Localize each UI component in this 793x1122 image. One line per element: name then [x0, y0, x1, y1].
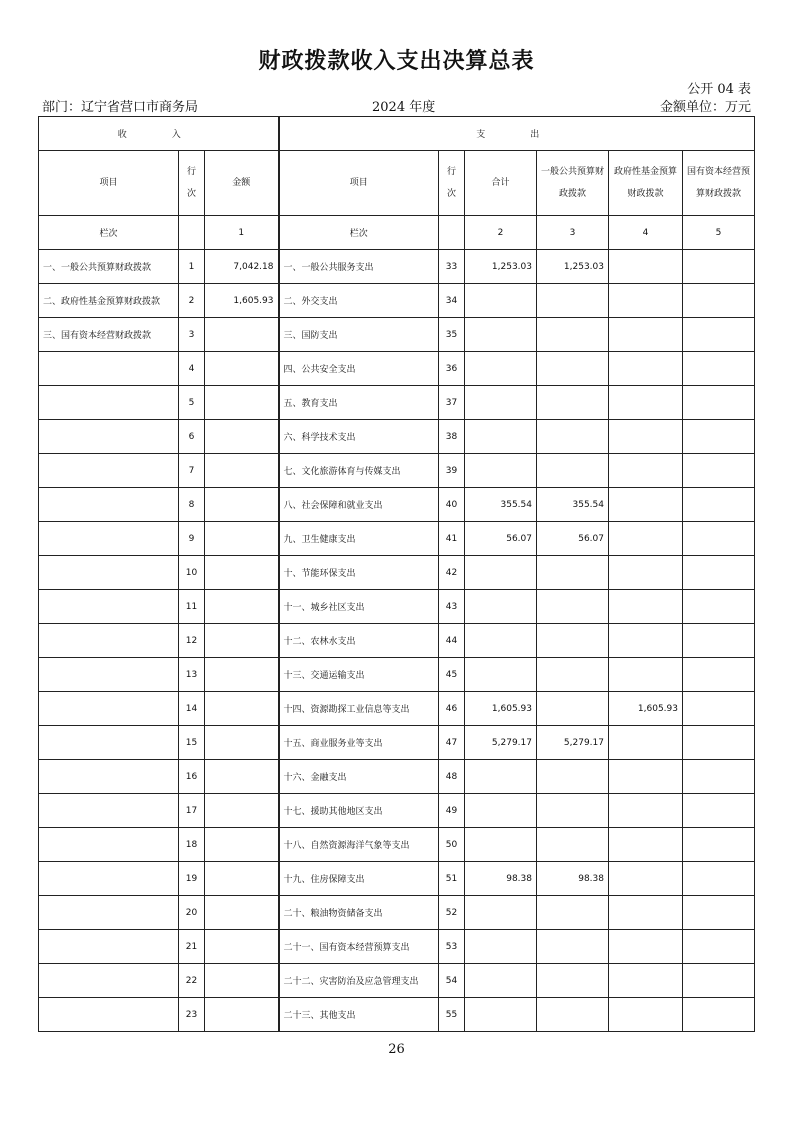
expense-item-cell: 十二、农林水支出 — [279, 624, 439, 658]
income-item-cell — [39, 930, 179, 964]
expense-item-cell: 七、文化旅游体育与传媒支出 — [279, 454, 439, 488]
general-cell — [537, 590, 609, 624]
col-number-2: 2 — [465, 216, 537, 250]
amount-unit: 金额单位：万元 — [659, 100, 751, 115]
total-cell — [465, 386, 537, 420]
income-item-cell — [39, 998, 179, 1032]
income-line-cell: 6 — [179, 420, 205, 454]
capital-cell — [683, 896, 755, 930]
income-line-cell: 1 — [179, 250, 205, 284]
fund-cell — [609, 726, 683, 760]
income-item-cell — [39, 624, 179, 658]
col-number-5: 5 — [683, 216, 755, 250]
income-amount-cell — [205, 522, 279, 556]
income-amount-cell: 7,042.18 — [205, 250, 279, 284]
income-amount-cell — [205, 794, 279, 828]
table-row — [39, 454, 755, 488]
fund-cell — [609, 930, 683, 964]
expense-item-cell: 十、节能环保支出 — [279, 556, 439, 590]
expense-line-cell: 44 — [439, 624, 465, 658]
col-number-exp-label: 栏次 — [279, 216, 439, 250]
general-cell: 5,279.17 — [537, 726, 609, 760]
general-cell — [537, 352, 609, 386]
income-line-cell: 5 — [179, 386, 205, 420]
table-row — [39, 828, 755, 862]
table-row — [39, 522, 755, 556]
general-cell — [537, 386, 609, 420]
expense-item-cell: 四、公共安全支出 — [279, 352, 439, 386]
expense-line-cell: 50 — [439, 828, 465, 862]
fund-cell: 1,605.93 — [609, 692, 683, 726]
capital-cell — [683, 624, 755, 658]
expense-line-cell: 36 — [439, 352, 465, 386]
income-item-cell: 三、国有资本经营财政拨款 — [39, 318, 179, 352]
fiscal-year: 2024 年度 — [372, 100, 436, 115]
income-line-cell: 19 — [179, 862, 205, 896]
income-item-cell — [39, 828, 179, 862]
header-expense-line: 行次 — [439, 151, 465, 216]
expense-line-cell: 34 — [439, 284, 465, 318]
fund-cell — [609, 998, 683, 1032]
income-amount-cell — [205, 556, 279, 590]
col-number-1: 1 — [205, 216, 279, 250]
fund-cell — [609, 590, 683, 624]
income-line-cell: 16 — [179, 760, 205, 794]
income-line-cell: 10 — [179, 556, 205, 590]
table-row — [39, 624, 755, 658]
capital-cell — [683, 964, 755, 998]
capital-cell — [683, 930, 755, 964]
header-income-item: 项目 — [39, 151, 179, 216]
table-row — [39, 318, 755, 352]
general-cell — [537, 964, 609, 998]
expense-item-cell: 二、外交支出 — [279, 284, 439, 318]
income-item-cell — [39, 964, 179, 998]
table-row — [39, 896, 755, 930]
table-row — [39, 488, 755, 522]
capital-cell — [683, 488, 755, 522]
income-line-cell: 7 — [179, 454, 205, 488]
header-income-line: 行次 — [179, 151, 205, 216]
expense-item-cell: 十八、自然资源海洋气象等支出 — [279, 828, 439, 862]
fund-cell — [609, 522, 683, 556]
fund-cell — [609, 896, 683, 930]
general-cell: 98.38 — [537, 862, 609, 896]
income-item-cell — [39, 692, 179, 726]
total-cell — [465, 760, 537, 794]
expense-item-cell: 六、科学技术支出 — [279, 420, 439, 454]
capital-cell — [683, 522, 755, 556]
general-cell — [537, 896, 609, 930]
income-amount-cell — [205, 862, 279, 896]
table-row — [39, 658, 755, 692]
expense-item-cell: 八、社会保障和就业支出 — [279, 488, 439, 522]
income-section-header: 收 入 — [39, 117, 279, 151]
col-number-label: 栏次 — [39, 216, 179, 250]
table-row — [39, 760, 755, 794]
income-line-cell: 14 — [179, 692, 205, 726]
income-amount-cell — [205, 624, 279, 658]
capital-cell — [683, 590, 755, 624]
meta-row — [42, 96, 751, 114]
income-amount-cell — [205, 964, 279, 998]
income-amount-cell — [205, 386, 279, 420]
col-number-4: 4 — [609, 216, 683, 250]
fund-cell — [609, 488, 683, 522]
expense-line-cell: 35 — [439, 318, 465, 352]
fund-cell — [609, 624, 683, 658]
capital-cell — [683, 284, 755, 318]
income-amount-cell — [205, 726, 279, 760]
expense-item-cell: 一、一般公共服务支出 — [279, 250, 439, 284]
expense-line-cell: 45 — [439, 658, 465, 692]
expense-item-cell: 二十二、灾害防治及应急管理支出 — [279, 964, 439, 998]
expense-section-header: 支 出 — [279, 117, 755, 151]
fund-cell — [609, 760, 683, 794]
department-label: 部门：辽宁省营口市商务局 — [42, 100, 199, 115]
total-cell: 1,605.93 — [465, 692, 537, 726]
income-amount-cell — [205, 352, 279, 386]
fund-cell — [609, 862, 683, 896]
capital-cell — [683, 352, 755, 386]
income-line-cell: 17 — [179, 794, 205, 828]
general-cell — [537, 454, 609, 488]
expense-item-cell: 十三、交通运输支出 — [279, 658, 439, 692]
income-line-cell: 13 — [179, 658, 205, 692]
income-line-cell: 20 — [179, 896, 205, 930]
fund-cell — [609, 386, 683, 420]
table-row — [39, 930, 755, 964]
table-row — [39, 590, 755, 624]
section-header-row — [39, 117, 755, 151]
income-amount-cell — [205, 488, 279, 522]
capital-cell — [683, 318, 755, 352]
total-cell — [465, 930, 537, 964]
expense-line-cell: 48 — [439, 760, 465, 794]
total-cell — [465, 794, 537, 828]
income-item-cell — [39, 556, 179, 590]
total-cell — [465, 624, 537, 658]
general-cell — [537, 930, 609, 964]
expense-line-cell: 51 — [439, 862, 465, 896]
total-cell: 5,279.17 — [465, 726, 537, 760]
expense-item-cell: 十五、商业服务业等支出 — [279, 726, 439, 760]
income-line-cell: 21 — [179, 930, 205, 964]
income-line-cell: 15 — [179, 726, 205, 760]
income-item-cell — [39, 760, 179, 794]
capital-cell — [683, 250, 755, 284]
table-row — [39, 556, 755, 590]
capital-cell — [683, 726, 755, 760]
capital-cell — [683, 454, 755, 488]
table-row — [39, 998, 755, 1032]
table-row — [39, 352, 755, 386]
income-item-cell — [39, 726, 179, 760]
fund-cell — [609, 284, 683, 318]
expense-line-cell: 39 — [439, 454, 465, 488]
general-cell: 1,253.03 — [537, 250, 609, 284]
expense-item-cell: 十九、住房保障支出 — [279, 862, 439, 896]
total-cell: 56.07 — [465, 522, 537, 556]
table-row — [39, 794, 755, 828]
income-item-cell: 二、政府性基金预算财政拨款 — [39, 284, 179, 318]
page-title: 财政拨款收入支出决算总表 — [258, 48, 535, 74]
expense-line-cell: 53 — [439, 930, 465, 964]
form-number: 公开 04 表 — [687, 82, 751, 97]
expense-item-cell: 二十三、其他支出 — [279, 998, 439, 1032]
expense-line-cell: 43 — [439, 590, 465, 624]
expense-item-cell: 十六、金融支出 — [279, 760, 439, 794]
general-cell — [537, 284, 609, 318]
header-income-amount: 金额 — [205, 151, 279, 216]
total-cell — [465, 998, 537, 1032]
income-line-cell: 4 — [179, 352, 205, 386]
income-item-cell — [39, 862, 179, 896]
table-row — [39, 862, 755, 896]
total-cell — [465, 828, 537, 862]
total-cell — [465, 454, 537, 488]
income-amount-cell — [205, 998, 279, 1032]
income-line-cell: 9 — [179, 522, 205, 556]
col-number-3: 3 — [537, 216, 609, 250]
header-fund: 政府性基金预算财政拨款 — [609, 151, 683, 216]
total-cell — [465, 658, 537, 692]
income-line-cell: 8 — [179, 488, 205, 522]
general-cell — [537, 420, 609, 454]
income-item-cell: 一、一般公共预算财政拨款 — [39, 250, 179, 284]
table-row — [39, 420, 755, 454]
general-cell — [537, 794, 609, 828]
fund-cell — [609, 420, 683, 454]
capital-cell — [683, 386, 755, 420]
column-header-row — [39, 151, 755, 216]
table-row — [39, 726, 755, 760]
general-cell — [537, 556, 609, 590]
col-number-blank — [179, 216, 205, 250]
income-amount-cell — [205, 454, 279, 488]
expense-item-cell: 十四、资源勘探工业信息等支出 — [279, 692, 439, 726]
total-cell — [465, 556, 537, 590]
general-cell — [537, 658, 609, 692]
income-line-cell: 11 — [179, 590, 205, 624]
income-line-cell: 2 — [179, 284, 205, 318]
fund-cell — [609, 828, 683, 862]
expense-line-cell: 54 — [439, 964, 465, 998]
total-cell — [465, 964, 537, 998]
capital-cell — [683, 420, 755, 454]
fund-cell — [609, 250, 683, 284]
fund-cell — [609, 352, 683, 386]
expense-line-cell: 49 — [439, 794, 465, 828]
fund-cell — [609, 658, 683, 692]
budget-table — [38, 116, 755, 1032]
header-expense-item: 项目 — [279, 151, 439, 216]
capital-cell — [683, 862, 755, 896]
table-row — [39, 692, 755, 726]
income-line-cell: 12 — [179, 624, 205, 658]
expense-item-cell: 二十一、国有资本经营预算支出 — [279, 930, 439, 964]
income-amount-cell — [205, 930, 279, 964]
total-cell — [465, 352, 537, 386]
expense-line-cell: 42 — [439, 556, 465, 590]
income-item-cell — [39, 522, 179, 556]
total-cell — [465, 284, 537, 318]
general-cell — [537, 828, 609, 862]
income-amount-cell: 1,605.93 — [205, 284, 279, 318]
header-total: 合计 — [465, 151, 537, 216]
expense-line-cell: 41 — [439, 522, 465, 556]
total-cell — [465, 896, 537, 930]
general-cell: 56.07 — [537, 522, 609, 556]
table-row — [39, 284, 755, 318]
income-amount-cell — [205, 420, 279, 454]
general-cell — [537, 318, 609, 352]
income-item-cell — [39, 896, 179, 930]
income-item-cell — [39, 454, 179, 488]
expense-line-cell: 40 — [439, 488, 465, 522]
income-amount-cell — [205, 658, 279, 692]
total-cell — [465, 420, 537, 454]
capital-cell — [683, 692, 755, 726]
income-line-cell: 22 — [179, 964, 205, 998]
expense-line-cell: 37 — [439, 386, 465, 420]
table-row — [39, 250, 755, 284]
income-item-cell — [39, 386, 179, 420]
header-general: 一般公共预算财政拨款 — [537, 151, 609, 216]
total-cell: 1,253.03 — [465, 250, 537, 284]
total-cell — [465, 318, 537, 352]
income-item-cell — [39, 420, 179, 454]
table-row — [39, 964, 755, 998]
capital-cell — [683, 794, 755, 828]
income-amount-cell — [205, 590, 279, 624]
capital-cell — [683, 658, 755, 692]
expense-line-cell: 46 — [439, 692, 465, 726]
income-item-cell — [39, 590, 179, 624]
expense-item-cell: 三、国防支出 — [279, 318, 439, 352]
total-cell: 98.38 — [465, 862, 537, 896]
column-number-row — [39, 216, 755, 250]
income-line-cell: 23 — [179, 998, 205, 1032]
capital-cell — [683, 760, 755, 794]
expense-item-cell: 十一、城乡社区支出 — [279, 590, 439, 624]
general-cell — [537, 692, 609, 726]
col-number-blank-2 — [439, 216, 465, 250]
capital-cell — [683, 556, 755, 590]
expense-line-cell: 33 — [439, 250, 465, 284]
expense-item-cell: 二十、粮油物资储备支出 — [279, 896, 439, 930]
income-amount-cell — [205, 760, 279, 794]
fund-cell — [609, 454, 683, 488]
table-body — [39, 117, 755, 1032]
general-cell — [537, 624, 609, 658]
income-amount-cell — [205, 896, 279, 930]
income-amount-cell — [205, 318, 279, 352]
expense-item-cell: 五、教育支出 — [279, 386, 439, 420]
expense-line-cell: 38 — [439, 420, 465, 454]
fund-cell — [609, 318, 683, 352]
fund-cell — [609, 964, 683, 998]
expense-line-cell: 47 — [439, 726, 465, 760]
general-cell: 355.54 — [537, 488, 609, 522]
expense-item-cell: 十七、援助其他地区支出 — [279, 794, 439, 828]
capital-cell — [683, 828, 755, 862]
income-amount-cell — [205, 692, 279, 726]
income-line-cell: 3 — [179, 318, 205, 352]
expense-line-cell: 55 — [439, 998, 465, 1032]
fund-cell — [609, 556, 683, 590]
income-item-cell — [39, 794, 179, 828]
income-item-cell — [39, 488, 179, 522]
income-amount-cell — [205, 828, 279, 862]
general-cell — [537, 998, 609, 1032]
table-row — [39, 386, 755, 420]
capital-cell — [683, 998, 755, 1032]
fund-cell — [609, 794, 683, 828]
income-item-cell — [39, 352, 179, 386]
page-number: 26 — [388, 1042, 405, 1057]
total-cell — [465, 590, 537, 624]
general-cell — [537, 760, 609, 794]
header-capital: 国有资本经营预算财政拨款 — [683, 151, 755, 216]
income-item-cell — [39, 658, 179, 692]
income-line-cell: 18 — [179, 828, 205, 862]
expense-item-cell: 九、卫生健康支出 — [279, 522, 439, 556]
expense-line-cell: 52 — [439, 896, 465, 930]
total-cell: 355.54 — [465, 488, 537, 522]
